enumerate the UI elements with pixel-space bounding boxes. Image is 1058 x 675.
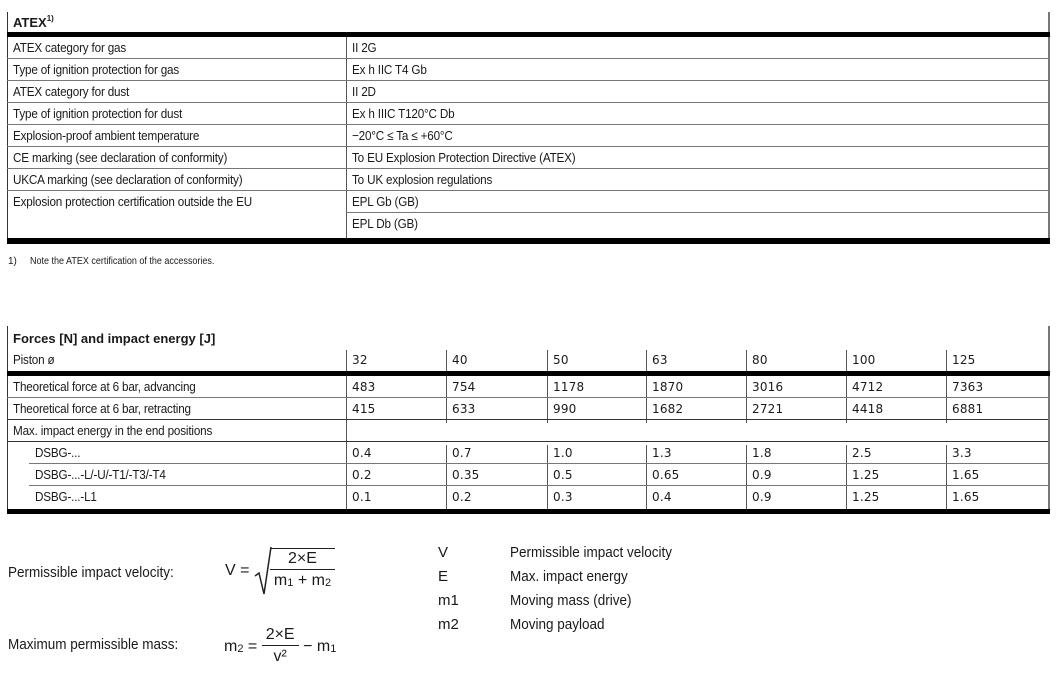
cell-value: 1.25 <box>852 468 880 482</box>
equals: = <box>243 637 262 655</box>
row-value: EPL Db (GB) <box>352 216 418 231</box>
legend-symbol: m1 <box>438 592 459 609</box>
cell-value: 990 <box>553 402 577 416</box>
cell-value: 1.3 <box>652 446 672 460</box>
section-label: Max. impact energy in the end positions <box>13 423 213 438</box>
cell-value: 3016 <box>752 380 784 394</box>
piston-header-label: Piston ø <box>13 352 55 367</box>
mass-formula <box>224 625 336 668</box>
row-label: Type of ignition protection for gas <box>13 62 180 77</box>
mass-fraction <box>262 625 299 668</box>
row-label: Theoretical force at 6 bar, advancing <box>13 379 196 394</box>
row-value: II 2G <box>352 40 377 55</box>
formula-legend <box>438 541 758 641</box>
legend-description: Moving payload <box>510 616 605 633</box>
row-label-merged <box>7 191 279 213</box>
subscript: 1 <box>287 577 294 589</box>
velocity-lhs: V = <box>225 562 250 579</box>
footnote-ref: 1) <box>46 14 54 23</box>
velocity-label-text: Permissible impact velocity: <box>8 564 174 581</box>
row-label: Explosion-proof ambient temperature <box>13 128 200 143</box>
piston-size: 125 <box>952 353 976 367</box>
cell-value: 415 <box>352 402 376 416</box>
cell-value: 6881 <box>952 402 984 416</box>
footnote-number: 1) <box>8 256 17 267</box>
table-right-border <box>1048 326 1050 514</box>
table-row <box>346 213 1048 235</box>
row-value: To UK explosion regulations <box>352 172 493 187</box>
radical-sign-icon <box>254 546 272 596</box>
cell-value: 1.0 <box>553 446 573 460</box>
cell-value: 483 <box>352 380 376 394</box>
row-value: −20°C ≤ Ta ≤ +60°C <box>352 128 453 143</box>
mass-formula-label <box>8 635 197 655</box>
velocity-formula <box>225 548 335 594</box>
piston-size: 100 <box>852 353 876 367</box>
row-label: CE marking (see declaration of conformity) <box>13 150 228 165</box>
cell-value: 0.5 <box>553 468 573 482</box>
subscript: 2 <box>237 642 244 655</box>
table-row <box>7 376 1048 398</box>
cell-value: 4418 <box>852 402 884 416</box>
cell-value: 3.3 <box>952 446 972 460</box>
forces-table <box>7 326 1050 518</box>
table-row <box>29 464 1048 486</box>
legend-description: Permissible impact velocity <box>510 544 673 561</box>
row-value: EPL Gb (GB) <box>352 194 419 209</box>
table-row <box>7 81 1048 103</box>
cell-value: 1.65 <box>952 468 980 482</box>
table-row <box>7 398 1048 420</box>
table-row <box>7 59 1048 81</box>
row-label: DSBG-... <box>35 445 81 460</box>
table-row <box>7 147 1048 169</box>
piston-size: 80 <box>752 353 768 367</box>
cell-value: 2.5 <box>852 446 872 460</box>
legend-symbol: E <box>438 568 449 585</box>
row-label: UKCA marking (see declaration of conformity) <box>13 172 243 187</box>
operator: + <box>293 572 312 589</box>
cell-value: 0.35 <box>452 468 480 482</box>
cell-value: 4712 <box>852 380 884 394</box>
row-label: DSBG-...-L1 <box>35 489 97 504</box>
subscript: 2 <box>324 577 332 589</box>
m-symbol: m <box>311 572 325 589</box>
m-symbol: m <box>273 572 288 589</box>
piston-size: 32 <box>352 353 368 367</box>
cell-value: 1.65 <box>952 490 980 504</box>
cell-value: 7363 <box>952 380 984 394</box>
row-value: To EU Explosion Protection Directive (ATEX) <box>352 150 576 165</box>
row-value: Ex h IIIC T120°C Db <box>352 106 455 121</box>
cell-value: 1682 <box>652 402 684 416</box>
mass-lhs <box>224 638 262 655</box>
section-row <box>7 420 1048 442</box>
legend-description: Max. impact energy <box>510 568 628 585</box>
row-label: DSBG-...-L/-U/-T1/-T3/-T4 <box>35 467 166 482</box>
cell-value: 0.65 <box>652 468 680 482</box>
table-right-border <box>1048 12 1050 244</box>
cell-value: 0.4 <box>652 490 672 504</box>
table-row <box>7 125 1048 147</box>
row-value: Ex h IIC T4 Gb <box>352 62 427 77</box>
atex-title-text: ATEX <box>13 15 47 30</box>
velocity-formula-label <box>8 563 192 583</box>
cell-value: 0.7 <box>452 446 472 460</box>
table-row <box>29 442 1048 464</box>
cell-value: 633 <box>452 402 476 416</box>
subscript: 1 <box>330 642 337 655</box>
m-symbol: m <box>224 637 238 655</box>
cell-value: 0.9 <box>752 490 772 504</box>
cell-value: 0.3 <box>553 490 573 504</box>
denominator: v² <box>262 645 299 668</box>
legend-description: Moving mass (drive) <box>510 592 632 609</box>
row-label: Type of ignition protection for dust <box>13 106 183 121</box>
row-value: II 2D <box>352 84 376 99</box>
legend-symbol: V <box>438 544 449 561</box>
footnote <box>8 255 235 269</box>
row-label: ATEX category for gas <box>13 40 127 55</box>
table-row <box>7 103 1048 125</box>
numerator: 2×E <box>288 550 317 567</box>
cell-value: 0.4 <box>352 446 372 460</box>
denominator <box>270 569 335 594</box>
cell-value: 2721 <box>752 402 784 416</box>
velocity-fraction <box>270 549 335 594</box>
table-row <box>346 191 1048 213</box>
piston-size: 63 <box>652 353 668 367</box>
minus-m: − m <box>303 637 331 655</box>
mass-tail <box>303 638 336 655</box>
cell-value: 1.25 <box>852 490 880 504</box>
forces-table-title: Forces [N] and impact energy [J] <box>13 331 216 346</box>
legend-symbol: m2 <box>438 616 459 633</box>
bottom-rule <box>7 509 1050 514</box>
cell-value: 754 <box>452 380 476 394</box>
row-label: ATEX category for dust <box>13 84 130 99</box>
square-root <box>254 548 335 594</box>
piston-size: 40 <box>452 353 468 367</box>
atex-table <box>7 4 1050 245</box>
header-row <box>7 349 1048 371</box>
cell-value: 0.9 <box>752 468 772 482</box>
cell-value: 1178 <box>553 380 585 394</box>
table-row <box>7 37 1048 59</box>
cell-value: 0.1 <box>352 490 372 504</box>
table-row <box>7 169 1048 191</box>
footnote-text: Note the ATEX certification of the accessories. <box>30 256 215 267</box>
row-label: Theoretical force at 6 bar, retracting <box>13 401 191 416</box>
cell-value: 1.8 <box>752 446 772 460</box>
cell-value: 0.2 <box>352 468 372 482</box>
cell-value: 1870 <box>652 380 684 394</box>
numerator: 2×E <box>265 626 295 643</box>
piston-size: 50 <box>553 353 569 367</box>
mass-label-text: Maximum permissible mass: <box>8 636 179 653</box>
row-label: Explosion protection certification outside the EU <box>13 194 252 209</box>
table-row <box>29 486 1048 508</box>
cell-value: 0.2 <box>452 490 472 504</box>
bottom-rule <box>7 238 1050 244</box>
